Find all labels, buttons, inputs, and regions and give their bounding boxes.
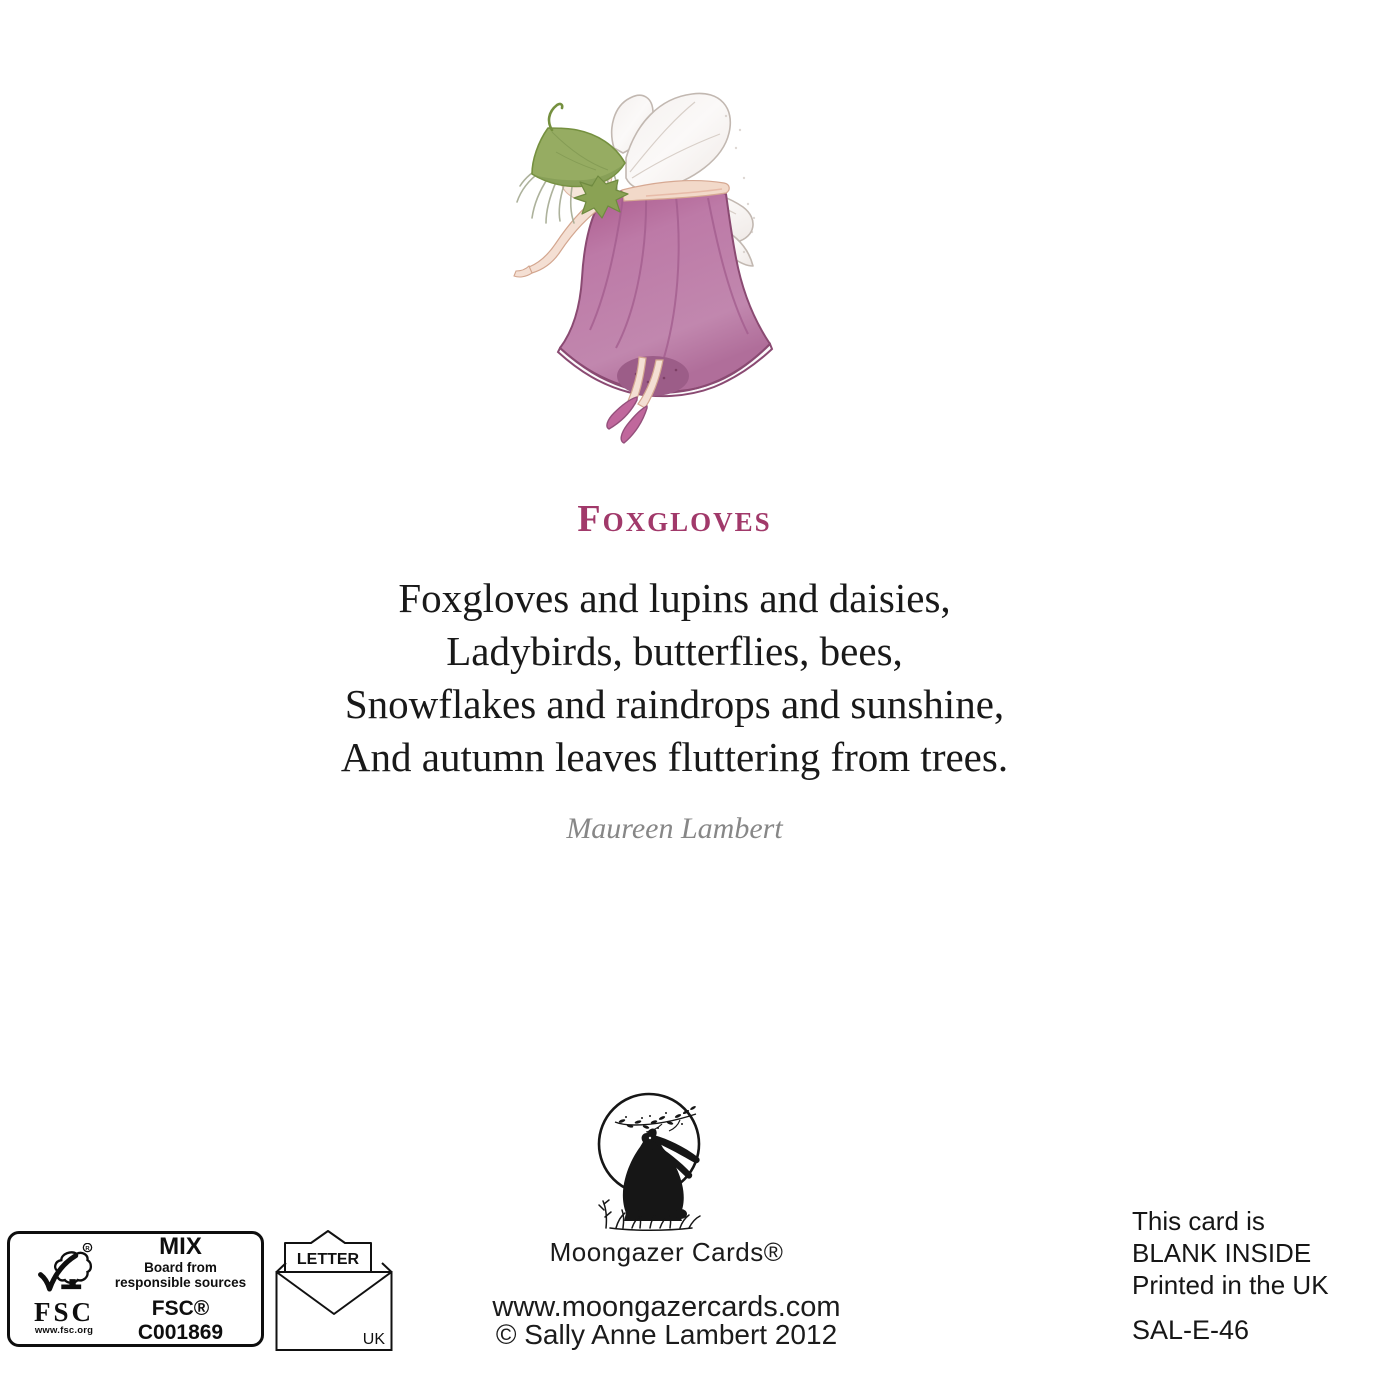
website-url: www.moongazercards.com: [492, 1291, 841, 1323]
poem-line: Foxgloves and lupins and daisies,: [398, 575, 951, 621]
fsc-license: FSC® C001869: [137, 1296, 224, 1344]
fairy-illustration: [496, 86, 790, 466]
info-line-1: This card is: [1132, 1206, 1265, 1236]
fsc-claim-line1: Board from: [144, 1259, 217, 1275]
poem-attribution: Maureen Lambert: [566, 812, 783, 845]
poem-line: Ladybirds, butterflies, bees,: [446, 628, 903, 674]
info-line-3: Printed in the UK: [1132, 1270, 1329, 1300]
envelope-letter-icon: [275, 1228, 393, 1352]
fsc-label: [7, 1231, 264, 1347]
page-title: Foxgloves: [577, 498, 772, 540]
fairy-leaf-stem: [549, 104, 562, 130]
poem-line: Snowflakes and raindrops and sunshine,: [344, 681, 1005, 727]
brand-name: Moongazer Cards®: [549, 1237, 784, 1267]
fairy-hand: [514, 266, 532, 277]
fsc-claim-line2: responsible sources: [114, 1274, 247, 1290]
product-code: SAL-E-46: [1132, 1315, 1250, 1345]
poem: [0, 572, 1349, 784]
fsc-left-column: [20, 1243, 108, 1336]
fsc-tree-icon: [35, 1243, 93, 1299]
fsc-brand: FSC: [33, 1296, 94, 1327]
fsc-url: www.fsc.org: [34, 1324, 94, 1336]
info-line-2: BLANK INSIDE: [1132, 1238, 1312, 1268]
fsc-right-column: [108, 1234, 253, 1345]
letter-size-label: LETTER: [296, 1251, 360, 1268]
copyright-line: © Sally Anne Lambert 2012: [495, 1319, 838, 1350]
info-block: [1132, 1205, 1329, 1346]
svg-text:R: R: [85, 1245, 90, 1252]
moon-hare-logo-icon: [592, 1080, 712, 1232]
letter-country-label: UK: [362, 1331, 385, 1348]
poem-line: And autumn leaves fluttering from trees.: [340, 734, 1009, 780]
fsc-grade: MIX: [159, 1232, 202, 1260]
